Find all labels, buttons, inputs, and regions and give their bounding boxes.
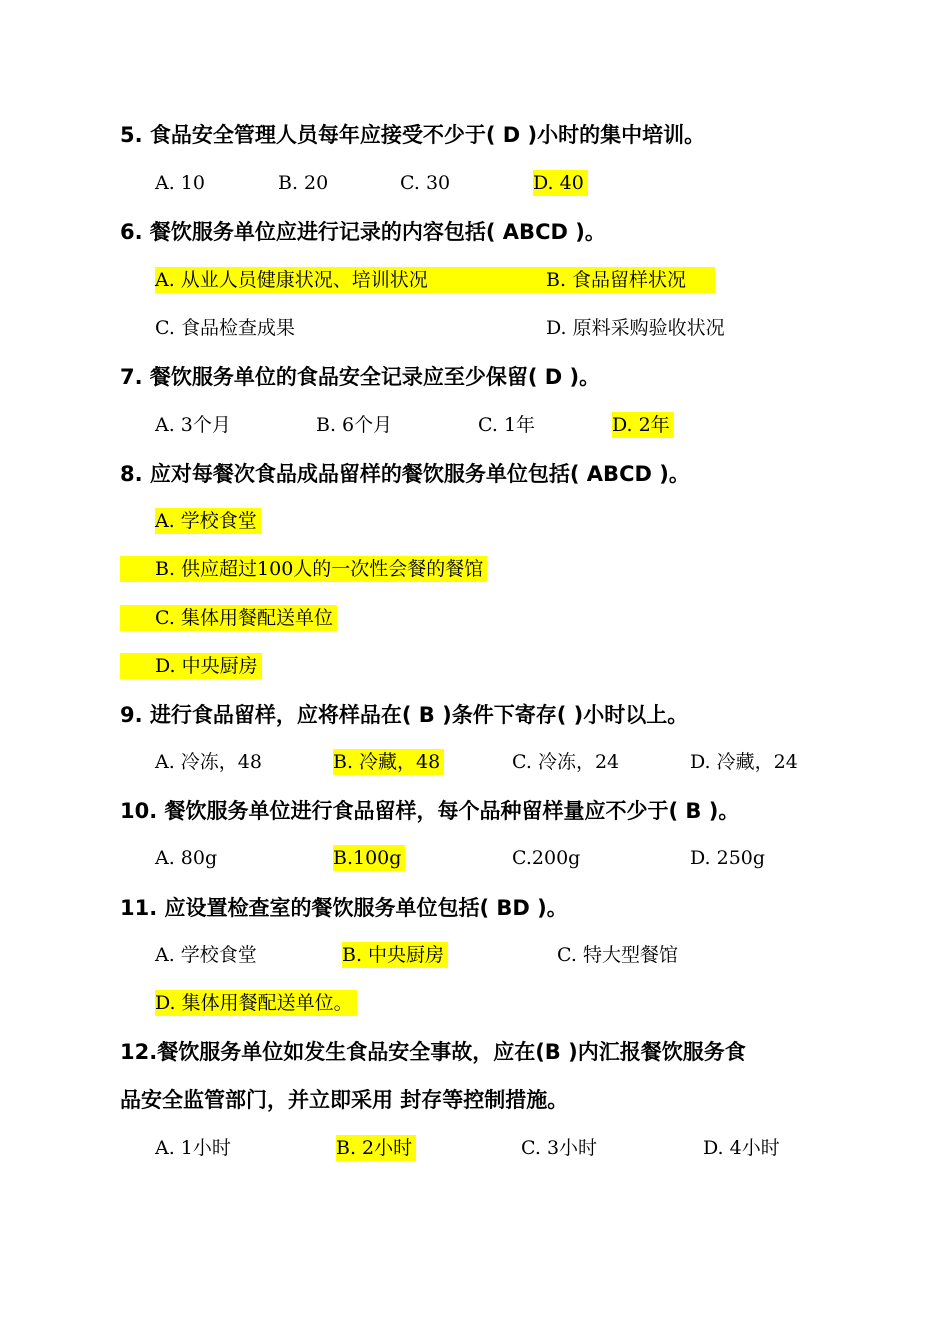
option-12d: D. 4小时	[703, 1137, 780, 1159]
option-11a: A. 学校食堂	[155, 944, 257, 966]
option-9d: D. 冷藏，24	[690, 751, 798, 773]
option-11d-answer: D. 集体用餐配送单位。	[155, 990, 357, 1016]
option-9a: A. 冷冻，48	[155, 751, 262, 773]
question-9: 9. 进行食品留样，应将样品在( B )条件下寄存( )小时以上。	[120, 703, 689, 727]
question-11: 11. 应设置检查室的餐饮服务单位包括( BD )。	[120, 896, 568, 920]
option-9b-answer: B. 冷藏，48	[333, 749, 444, 775]
option-12b-answer: B. 2小时	[336, 1135, 416, 1161]
option-7c: C. 1年	[478, 414, 536, 436]
option-10b-answer: B.100g	[333, 845, 405, 871]
question-8: 8. 应对每餐次食品成品留样的餐饮服务单位包括( ABCD )。	[120, 462, 690, 486]
option-10c: C.200g	[512, 847, 581, 869]
question-12-line2: 品安全监管部门，并立即采用 封存等控制措施。	[120, 1088, 569, 1112]
option-12c: C. 3小时	[521, 1137, 598, 1159]
question-6: 6. 餐饮服务单位应进行记录的内容包括( ABCD )。	[120, 220, 606, 244]
option-7d-answer: D. 2年	[612, 412, 674, 438]
option-9c: C. 冷冻，24	[512, 751, 620, 773]
question-5: 5. 食品安全管理人员每年应接受不少于( D )小时的集中培训。	[120, 123, 706, 147]
option-10d: D. 250g	[690, 847, 766, 869]
option-5a: A. 10	[155, 172, 205, 194]
option-6b-label: B. 食品留样状况	[546, 269, 687, 291]
option-5c: C. 30	[400, 172, 451, 194]
option-8c-answer: C. 集体用餐配送单位	[120, 605, 337, 631]
option-5d-answer: D. 40	[533, 170, 588, 196]
question-10: 10. 餐饮服务单位进行食品留样，每个品种留样量应不少于( B )。	[120, 799, 740, 823]
option-11c: C. 特大型餐馆	[557, 944, 678, 966]
option-8b-answer: B. 供应超过100人的一次性会餐的餐馆	[120, 556, 487, 582]
option-6c-label: C. 食品检查成果	[155, 317, 295, 339]
option-8d-answer: D. 中央厨房	[120, 653, 262, 679]
option-6a-answer	[155, 267, 715, 293]
question-12-line1: 12.餐饮服务单位如发生食品安全事故，应在(B )内汇报餐饮服务食	[120, 1040, 746, 1064]
option-6d-label: D. 原料采购验收状况	[546, 317, 725, 339]
question-7: 7. 餐饮服务单位的食品安全记录应至少保留( D )。	[120, 365, 601, 389]
option-7a: A. 3个月	[155, 414, 231, 436]
option-12a: A. 1小时	[155, 1137, 231, 1159]
option-8a-answer: A. 学校食堂	[155, 508, 261, 534]
option-5b: B. 20	[278, 172, 329, 194]
option-10a: A. 80g	[155, 847, 218, 869]
option-7b: B. 6个月	[316, 414, 393, 436]
option-6a-label: A. 从业人员健康状况、培训状况	[155, 269, 428, 291]
option-11b-answer: B. 中央厨房	[342, 942, 448, 968]
